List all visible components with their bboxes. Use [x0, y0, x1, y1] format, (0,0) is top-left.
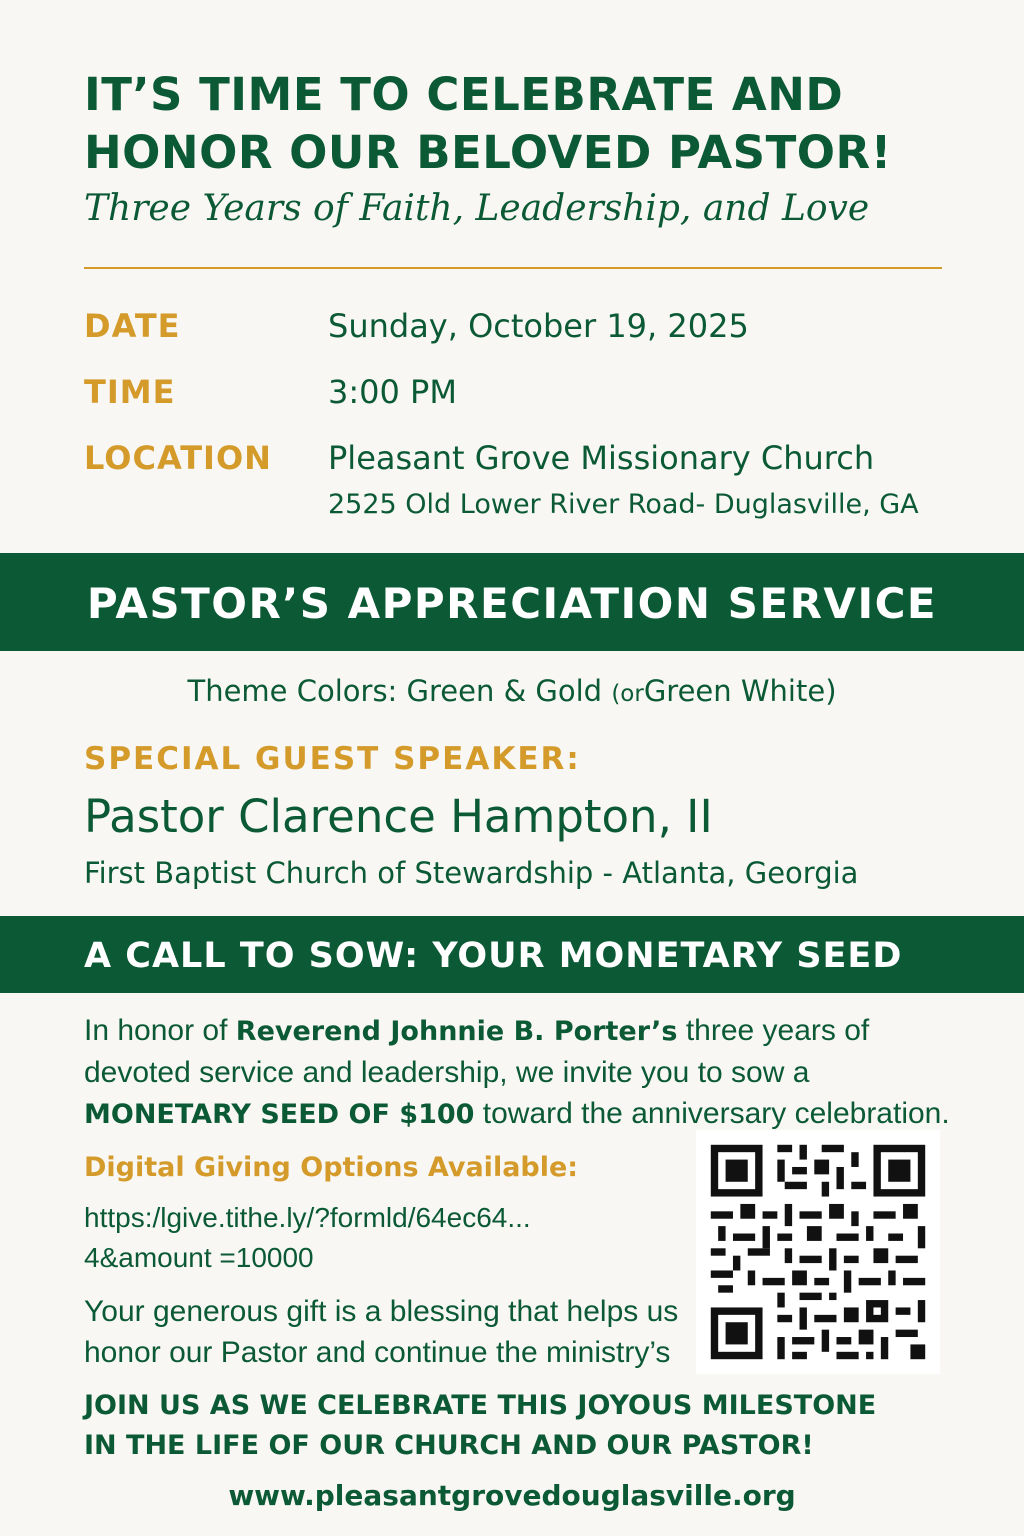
closing-line-2: IN THE LIFE OF OUR CHURCH AND OUR PASTOR! — [84, 1430, 814, 1461]
theme-colors — [0, 672, 1024, 713]
qr-code-graphic — [696, 1130, 940, 1374]
time-label: TIME — [84, 373, 176, 411]
headline-line-1: IT’S TIME TO CELEBRATE AND — [84, 68, 844, 121]
theme-main: Theme Colors: Green & Gold — [187, 674, 603, 708]
appeal-text-2: three years of devoted service and leadership, we invite you to sow a — [84, 1014, 870, 1089]
appeal-text-1: In honor of — [84, 1014, 236, 1047]
appeal-text-3: toward the anniversary celebration. — [474, 1097, 950, 1130]
location-address: 2525 Old Lower River Road- Duglasville, GA — [328, 489, 919, 520]
seed-amount: MONETARY SEED OF $100 — [84, 1099, 475, 1130]
guest-speaker-name: Pastor Clarence Hampton, II — [84, 790, 713, 843]
pastor-name: Reverend Johnnie B. Porter’s — [235, 1016, 678, 1047]
digital-giving-label: Digital Giving Options Available: — [84, 1152, 579, 1183]
closing-message — [84, 1386, 964, 1466]
time-value: 3:00 PM — [328, 373, 457, 411]
sow-banner-text: A CALL TO SOW: YOUR MONETARY SEED — [84, 936, 903, 976]
headline-line-2: HONOR OUR BELOVED PASTOR! — [84, 126, 892, 179]
headline — [84, 66, 964, 182]
service-banner — [0, 553, 1024, 651]
date-value: Sunday, October 19, 2025 — [328, 307, 749, 345]
appeal-paragraph — [84, 1010, 954, 1135]
guest-speaker-church: First Baptist Church of Stewardship - Atlanta, Georgia — [84, 856, 859, 890]
giving-url[interactable] — [84, 1198, 644, 1278]
qr-code-icon[interactable] — [696, 1130, 940, 1374]
guest-speaker-label: SPECIAL GUEST SPEAKER: — [84, 741, 581, 777]
giving-url-line-1[interactable]: https:/lgive.tithe.ly/?formld/64ec64... — [84, 1202, 531, 1233]
theme-or: (or — [611, 681, 644, 707]
theme-alt: Green White) — [643, 674, 837, 708]
website-link[interactable]: www.pleasantgrovedouglasville.org — [228, 1479, 796, 1512]
location-label: LOCATION — [84, 439, 272, 477]
subtitle: Three Years of Faith, Leadership, and Love — [84, 188, 870, 229]
blessing-text: Your generous gift is a blessing that helps us honor our Pastor and continue the ministry’s — [84, 1295, 679, 1369]
service-banner-text: PASTOR’S APPRECIATION SERVICE — [86, 579, 938, 628]
gold-divider — [84, 267, 942, 269]
date-label: DATE — [84, 307, 181, 345]
location-value: Pleasant Grove Missionary Church — [328, 439, 875, 477]
closing-line-1: JOIN US AS WE CELEBRATE THIS JOYOUS MILESTONE — [84, 1390, 877, 1421]
sow-banner — [0, 916, 1024, 993]
giving-url-line-2[interactable]: 4&amount =10000 — [84, 1242, 314, 1273]
